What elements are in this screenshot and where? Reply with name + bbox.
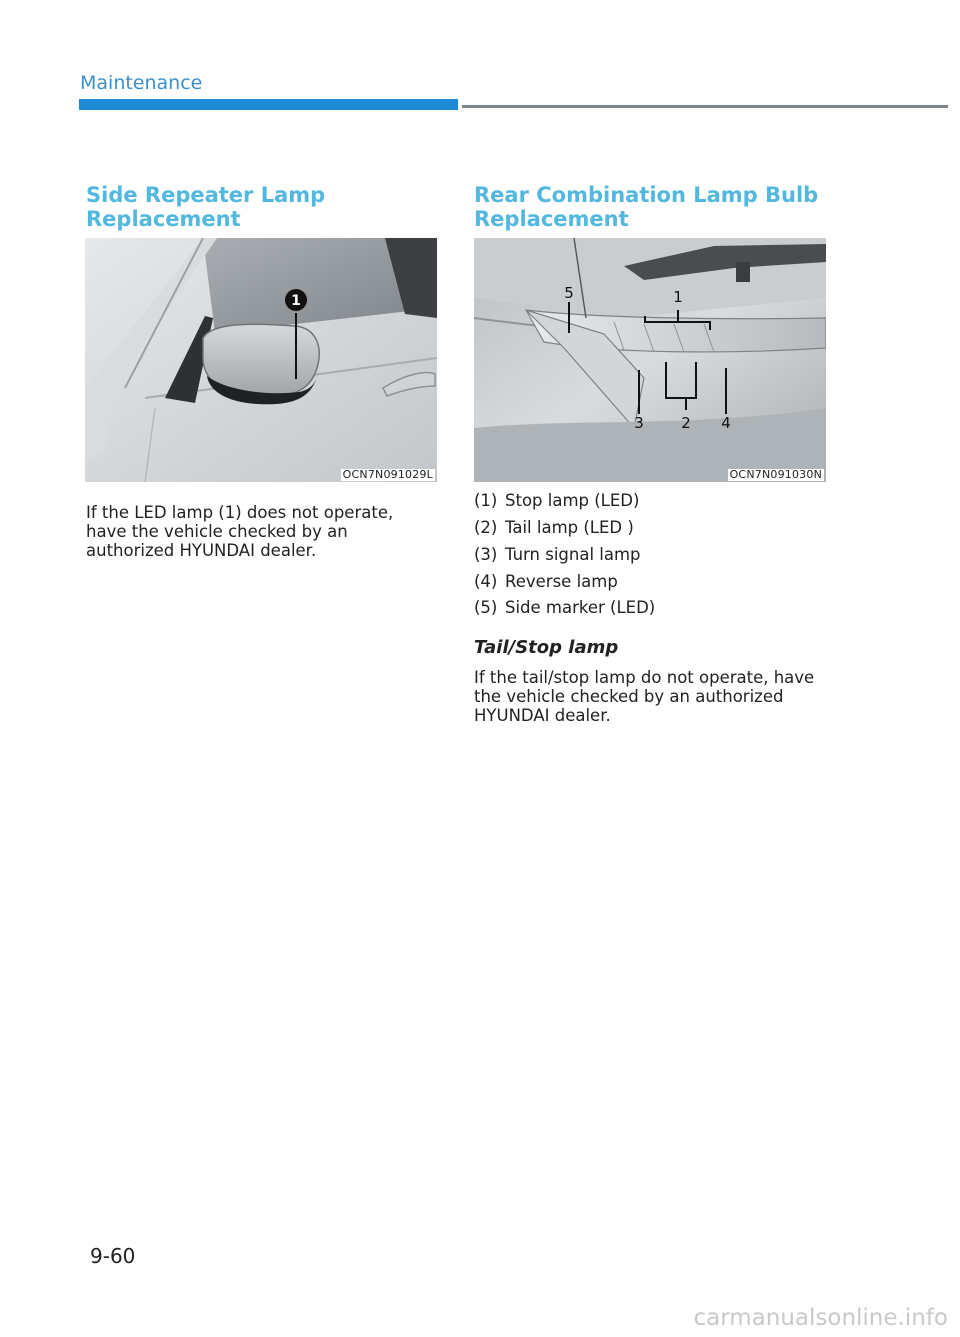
legend-number: (4) bbox=[474, 572, 498, 591]
figure-code: OCN7N091030N bbox=[729, 468, 822, 481]
legend-number: (5) bbox=[474, 598, 498, 617]
legend-number: (2) bbox=[474, 518, 498, 537]
legend-label: Tail lamp (LED ) bbox=[505, 518, 634, 537]
body-line: the vehicle checked by an authorized bbox=[474, 687, 784, 706]
side-repeater-title bbox=[86, 183, 325, 231]
figure-callout-5: 5 bbox=[564, 284, 574, 302]
rear-lamp-illustration bbox=[474, 238, 826, 482]
legend-label: Stop lamp (LED) bbox=[505, 491, 640, 510]
side-mirror-drawing bbox=[85, 238, 437, 482]
legend-item bbox=[474, 545, 641, 565]
side-repeater-title-line2: Replacement bbox=[86, 207, 241, 231]
legend-number: (1) bbox=[474, 491, 498, 510]
body-line: have the vehicle checked by an bbox=[86, 522, 348, 541]
rear-combination-title-line2: Replacement bbox=[474, 207, 629, 231]
side-repeater-title-line1: Side Repeater Lamp bbox=[86, 183, 326, 207]
side-repeater-body bbox=[86, 503, 393, 560]
rear-combination-title bbox=[474, 183, 818, 231]
side-mirror-illustration bbox=[85, 238, 437, 482]
header-rule bbox=[462, 105, 948, 108]
legend-label: Turn signal lamp bbox=[505, 545, 641, 564]
body-line: HYUNDAI dealer. bbox=[474, 706, 611, 725]
body-line: If the LED lamp (1) does not operate, bbox=[86, 503, 394, 522]
rear-combination-title-line1: Rear Combination Lamp Bulb bbox=[474, 183, 819, 207]
figure-callout-1: 1 bbox=[291, 293, 301, 309]
body-line: If the tail/stop lamp do not operate, have bbox=[474, 668, 815, 687]
legend-item bbox=[474, 518, 634, 538]
figure-callout-2: 2 bbox=[681, 414, 691, 432]
watermark: carmanualsonline.info bbox=[693, 1305, 948, 1331]
body-line: authorized HYUNDAI dealer. bbox=[86, 541, 317, 560]
figure-callout-1: 1 bbox=[673, 288, 683, 306]
figure-code: OCN7N091029L bbox=[342, 468, 433, 481]
legend-label: Side marker (LED) bbox=[505, 598, 656, 617]
tail-stop-lamp-body bbox=[474, 668, 814, 725]
section-header: Maintenance bbox=[80, 72, 203, 94]
figure-callout-3: 3 bbox=[634, 414, 644, 432]
figure-callout-4: 4 bbox=[721, 414, 731, 432]
legend-label: Reverse lamp bbox=[505, 572, 618, 591]
rear-lamp-drawing bbox=[474, 238, 826, 482]
legend-item bbox=[474, 491, 639, 511]
legend-item bbox=[474, 598, 655, 618]
header-rule-accent bbox=[79, 99, 458, 110]
legend-item bbox=[474, 572, 618, 592]
page-number: 9-60 bbox=[90, 1244, 136, 1268]
legend-number: (3) bbox=[474, 545, 498, 564]
tail-stop-lamp-heading: Tail/Stop lamp bbox=[474, 637, 619, 658]
